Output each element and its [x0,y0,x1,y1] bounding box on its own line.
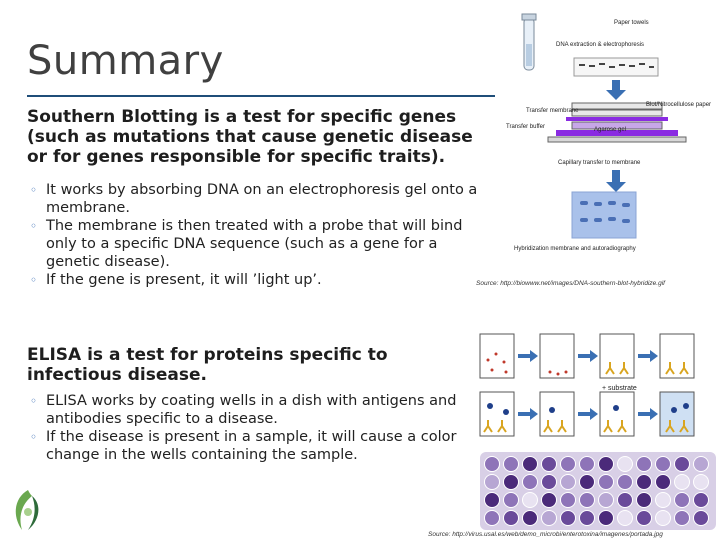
logo-icon [8,486,48,534]
arrow-down-icon [606,80,626,100]
elisa-heading: ELISA is a test for proteins specific to infectious disease. [27,345,388,385]
southern-blot-heading: Southern Blotting is a test for specific genes (such as mutations that cause genetic disease or for genes responsible for specific traits). [27,107,473,167]
plate-well [561,475,576,490]
title-divider [27,95,495,97]
plate-well [618,493,633,508]
plate-well [637,457,652,472]
slide-title: Summary [27,38,224,84]
plate-well [504,457,519,472]
figure-label-capillary: Capillary transfer to membrane [558,160,641,166]
plate-well [637,493,652,508]
bullet-icon: ◦ [30,219,38,233]
plate-well [580,457,595,472]
southern-blot-bullets [30,181,490,289]
figure-label-hybridization: Hybridization membrane and autoradiography [514,246,636,252]
plate-well [504,493,519,508]
plate-well [694,457,709,472]
gel-image [574,58,658,76]
plate-well [675,493,690,508]
plate-well [561,511,576,526]
southern-blot-source: Source: http://biowww.net/images/DNA-southern-blot-hybridize.gif [476,280,665,287]
plate-well [637,475,652,490]
plate-well [656,493,671,508]
plate-well [656,511,671,526]
arrow-right-icon [518,350,658,420]
plate-well [599,457,614,472]
hybridization-membrane [572,192,636,238]
plate-well [504,475,519,490]
plate-well [485,511,500,526]
plate-well [485,457,500,472]
plate-well [618,511,633,526]
plate-well [675,511,690,526]
plate-well [523,457,538,472]
plate-well [485,493,500,508]
plate-well [542,475,557,490]
plate-well [656,475,671,490]
elisa-wells [480,334,694,436]
bullet-icon: ◦ [30,394,38,408]
bullet-icon: ◦ [30,273,38,287]
figure-label-transfer-buffer: Transfer buffer [506,124,546,130]
arrow-down-icon [606,170,626,192]
figure-label-transfer-membrane: Transfer membrane [526,108,579,114]
elisa-bullets [30,392,470,464]
elisa-diagram [476,330,716,450]
southern-blot-diagram [486,4,716,274]
plate-well [542,511,557,526]
plate-well [580,493,595,508]
plate-well [485,475,500,490]
plate-well [675,457,690,472]
plate-well [542,493,557,508]
list-item: ◦ It works by absorbing DNA on an electrophoresis gel onto a membrane. [30,182,478,216]
plate-well [580,511,595,526]
figure-label-paper-towels: Paper towels [614,20,649,26]
plate-well [694,511,709,526]
plate-well [694,493,709,508]
plate-well [637,511,652,526]
plate-well [561,457,576,472]
figure-label-gel: Agarose gel [594,127,627,133]
bullet-icon: ◦ [30,430,38,444]
elisa-plate-photo [480,452,716,530]
plate-well [523,493,538,508]
figure-label-blotting: Blot/Nitrocellulose paper [646,102,712,108]
list-item: ◦ ELISA works by coating wells in a dish with antigens and antibodies specific to a disease. [30,393,457,427]
list-item: ◦ If the disease is present in a sample, it will cause a color change in the wells containing the sample. [30,429,457,463]
plate-well [599,511,614,526]
list-item: ◦ The membrane is then treated with a probe that will bind only to a specific DNA sequence (such as a gene for a genetic disease). [30,218,463,270]
elisa-source: Source: http://virus.usal.es/web/demo_microbi/enterotoxina/imagenes/portada.jpg [428,531,663,538]
tube-icon [522,14,536,70]
bullet-icon: ◦ [30,183,38,197]
plate-well [694,475,709,490]
plate-well [618,475,633,490]
plate-well [675,475,690,490]
list-item: ◦ If the gene is present, it will ’light up’. [30,272,322,288]
plate-well [504,511,519,526]
substrate-label: + substrate [602,385,637,392]
antibody-shapes [484,362,688,432]
plate-well [542,457,557,472]
plate-well [580,475,595,490]
plate-well [618,457,633,472]
figure-label-extraction: DNA extraction & electrophoresis [556,42,645,48]
plate-well [523,511,538,526]
plate-well [523,475,538,490]
plate-well [599,475,614,490]
plate-well [561,493,576,508]
plate-well [599,493,614,508]
plate-well [656,457,671,472]
